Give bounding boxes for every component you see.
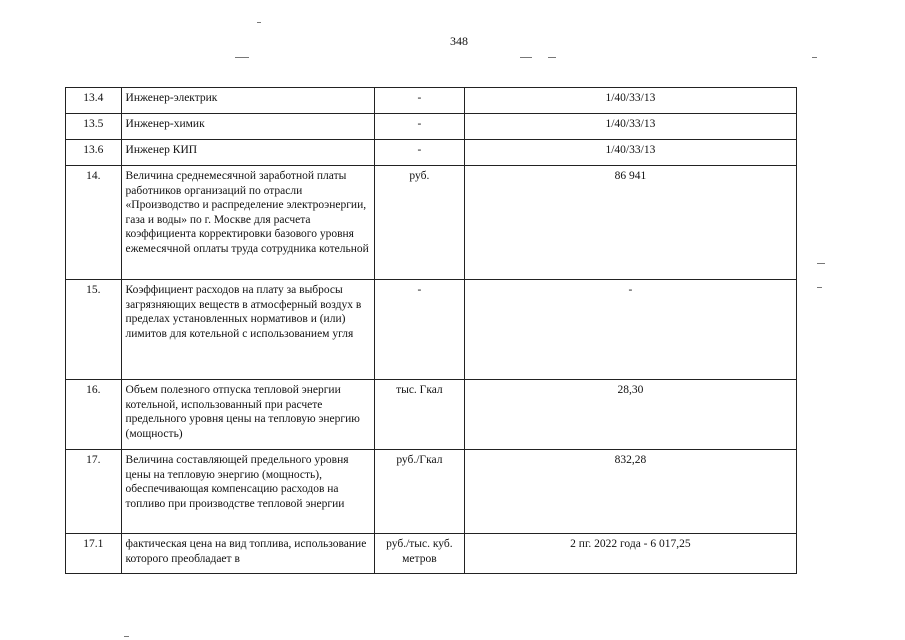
data-table [65, 87, 797, 574]
scan-speck [817, 287, 822, 288]
row-value: 86 941 [464, 166, 796, 280]
row-number: 13.5 [66, 114, 122, 140]
row-number: 13.4 [66, 88, 122, 114]
row-value: 28,30 [464, 380, 796, 450]
scan-speck [548, 57, 556, 58]
row-name: Инженер-электрик [121, 88, 374, 114]
row-name: Инженер-химик [121, 114, 374, 140]
row-name: Объем полезного отпуска тепловой энергии котельной, использованный при расчете предельного уровня цены на тепловую энергию (мощность) [121, 380, 374, 450]
scan-speck [812, 57, 817, 58]
row-name: Величина среднемесячной заработной платы работников организаций по отрасли «Производство и распределение электроэнергии, газа и воды» по г. Москве для расчета коэффициента корректировки базового уровня ежемесячной оплаты труда сотрудника котельной [121, 166, 374, 280]
row-name: Инженер КИП [121, 140, 374, 166]
table-row [66, 450, 797, 534]
table-row [66, 380, 797, 450]
row-name: фактическая цена на вид топлива, использование которого преобладает в [121, 534, 374, 574]
row-unit: - [374, 88, 464, 114]
row-number: 16. [66, 380, 122, 450]
row-number: 15. [66, 280, 122, 380]
row-value: 1/40/33/13 [464, 114, 796, 140]
table-row [66, 534, 797, 574]
row-value: 1/40/33/13 [464, 140, 796, 166]
scan-speck [124, 636, 129, 637]
row-unit: руб./тыс. куб. метров [374, 534, 464, 574]
row-number: 13.6 [66, 140, 122, 166]
scan-speck [520, 57, 532, 58]
row-unit: тыс. Гкал [374, 380, 464, 450]
table-row [66, 280, 797, 380]
table-row [66, 166, 797, 280]
row-number: 17. [66, 450, 122, 534]
scan-speck [235, 57, 249, 58]
row-name: Величина составляющей предельного уровня цены на тепловую энергию (мощность), обеспечивающая компенсацию расходов на топливо при производстве тепловой энергии [121, 450, 374, 534]
table-row [66, 88, 797, 114]
row-unit: - [374, 280, 464, 380]
row-unit: - [374, 140, 464, 166]
page-number: 348 [450, 34, 468, 48]
row-unit: - [374, 114, 464, 140]
row-unit: руб. [374, 166, 464, 280]
row-value: 1/40/33/13 [464, 88, 796, 114]
scan-speck [257, 22, 261, 23]
table-row [66, 140, 797, 166]
row-value: 832,28 [464, 450, 796, 534]
row-unit: руб./Гкал [374, 450, 464, 534]
row-number: 17.1 [66, 534, 122, 574]
scan-speck [817, 263, 825, 264]
table-row [66, 114, 797, 140]
row-value: - [464, 280, 796, 380]
row-name: Коэффициент расходов на плату за выбросы загрязняющих веществ в атмосферный воздух в пределах установленных нормативов и (или) лимитов для котельной с использованием угля [121, 280, 374, 380]
row-value: 2 пг. 2022 года - 6 017,25 [464, 534, 796, 574]
row-number: 14. [66, 166, 122, 280]
